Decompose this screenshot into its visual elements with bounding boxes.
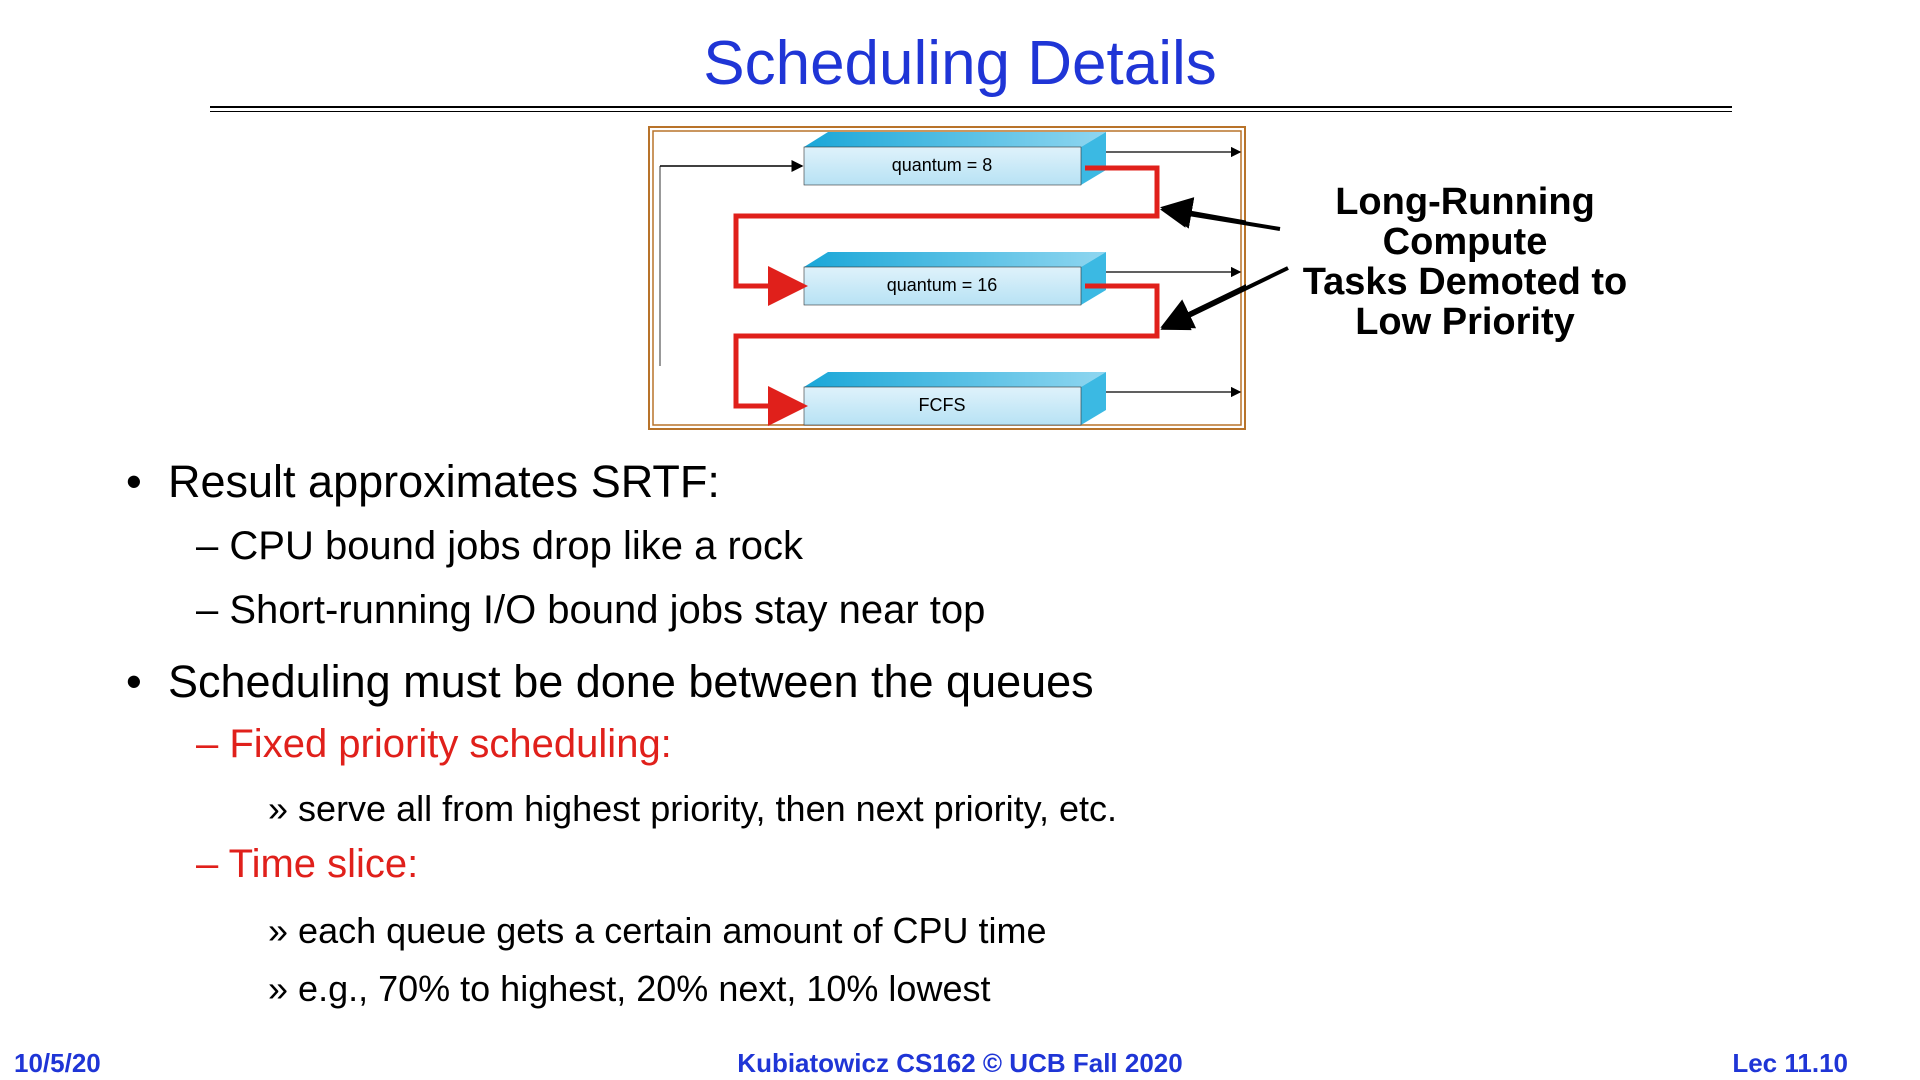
annotation-line-2: Tasks Demoted to — [1302, 261, 1628, 303]
sub-sub-bullet-2-2-1 — [268, 910, 1046, 952]
queue-box-3 — [804, 372, 1106, 425]
demotion-annotation — [1250, 182, 1680, 342]
sub-bullet-text: Fixed priority scheduling: — [229, 722, 672, 766]
queue-box-1 — [804, 132, 1106, 185]
footer-date: 10/5/20 — [14, 1048, 101, 1078]
dash-marker: – — [196, 524, 219, 568]
sub-bullet-2-2 — [196, 842, 418, 887]
sub-sub-bullet-text: e.g., 70% to highest, 20% next, 10% lowest — [298, 968, 991, 1009]
annotation-line-1: Long-Running Compute — [1335, 181, 1595, 263]
bullet-2 — [126, 656, 1094, 708]
sub-bullet-text: Short-running I/O bound jobs stay near top — [229, 588, 986, 632]
footer-lecture: Lec 11.10 — [1732, 1048, 1848, 1078]
dash-marker: – — [196, 842, 219, 886]
queue-label-2: quantum = 16 — [886, 275, 998, 295]
sub-bullet-text: CPU bound jobs drop like a rock — [229, 524, 804, 568]
multilevel-queue-diagram — [648, 126, 1246, 430]
dash-marker: – — [196, 588, 219, 632]
bullet-text: Scheduling must be done between the queues — [168, 656, 1094, 707]
sub-bullet-text: Time slice: — [228, 842, 419, 886]
queue-label-3: FCFS — [918, 395, 966, 415]
dash-marker: – — [196, 722, 219, 766]
title-rule-bottom — [210, 111, 1732, 112]
annotation-line-3: Low Priority — [1355, 301, 1575, 343]
sub-bullet-1-2 — [196, 588, 985, 633]
sub-sub-bullet-text: serve all from highest priority, then next priority, etc. — [298, 788, 1118, 829]
sub-bullet-2-1 — [196, 722, 672, 767]
queue-box-2 — [804, 252, 1106, 305]
bullet-1 — [126, 456, 720, 508]
sub-sub-bullet-2-1-1 — [268, 788, 1117, 830]
slide-title: Scheduling Details — [703, 29, 1217, 98]
bullet-marker: • — [126, 456, 142, 507]
queue-label-1: quantum = 8 — [891, 155, 993, 175]
sub-marker: » — [268, 968, 289, 1009]
sub-bullet-1-1 — [196, 524, 803, 569]
bullet-text: Result approximates SRTF: — [168, 456, 720, 507]
sub-sub-bullet-2-2-2 — [268, 968, 990, 1010]
sub-marker: » — [268, 788, 289, 829]
bullet-marker: • — [126, 656, 142, 707]
sub-marker: » — [268, 910, 289, 951]
sub-sub-bullet-text: each queue gets a certain amount of CPU time — [298, 910, 1047, 951]
title-rule-top — [210, 106, 1732, 108]
footer-course: Kubiatowicz CS162 © UCB Fall 2020 — [737, 1048, 1183, 1078]
